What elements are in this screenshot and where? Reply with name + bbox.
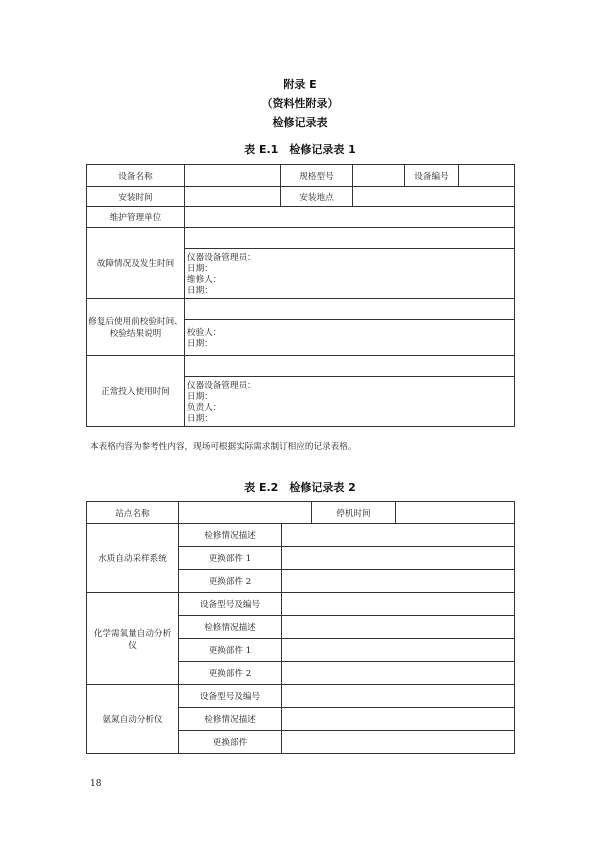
item-value-cell[interactable] — [282, 524, 515, 547]
calibration-label-line2: 校验结果说明 — [109, 329, 162, 339]
maint-unit-label: 维护管理单位 — [87, 207, 185, 228]
fault-sign-cell[interactable] — [185, 249, 515, 299]
item-value-cell[interactable] — [282, 639, 515, 662]
item-label: 更换部件 2 — [179, 570, 282, 593]
normal-use-line: 日期： — [187, 391, 213, 402]
item-value-cell[interactable] — [282, 616, 515, 639]
calibration-sign-cell[interactable] — [185, 320, 515, 356]
item-value-cell[interactable] — [282, 708, 515, 731]
item-value-cell[interactable] — [282, 547, 515, 570]
normal-use-line: 日期： — [187, 413, 213, 424]
fault-label: 故障情况及发生时间 — [87, 228, 185, 299]
calibration-label-line1: 修复后使用前校验时间、 — [88, 317, 183, 327]
install-site-label: 安装地点 — [281, 187, 353, 207]
normal-use-label: 正常投入使用时间 — [87, 356, 185, 427]
item-label: 更换部件 1 — [179, 547, 282, 570]
item-label: 设备型号及编号 — [179, 685, 282, 708]
normal-use-line: 仪器设备管理员： — [187, 380, 256, 391]
item-value-cell[interactable] — [282, 685, 515, 708]
device-no-label: 设备编号 — [405, 165, 459, 187]
item-value-cell[interactable] — [282, 570, 515, 593]
item-label: 检修情况描述 — [179, 524, 282, 547]
fault-line: 维修人： — [187, 274, 222, 285]
item-value-cell[interactable] — [282, 731, 515, 754]
table2-caption: 表 E.2 检修记录表 2 — [244, 481, 356, 494]
maintenance-record-table-1 — [86, 164, 515, 427]
group-cod-analyzer — [87, 593, 179, 685]
calibration-desc-cell[interactable] — [185, 299, 515, 320]
item-label: 检修情况描述 — [179, 708, 282, 731]
item-label: 更换部件 — [179, 731, 282, 754]
install-time-label: 安装时间 — [87, 187, 185, 207]
downtime-cell[interactable] — [396, 502, 515, 524]
appendix-name: 检修记录表 — [272, 116, 328, 129]
group-cod-analyzer-line2: 仪 — [128, 640, 137, 651]
calibration-label — [87, 299, 185, 356]
normal-use-desc-cell[interactable] — [185, 356, 515, 377]
calibration-line: 校验人： — [187, 327, 222, 338]
device-name-label: 设备名称 — [87, 165, 185, 187]
install-site-cell[interactable] — [353, 187, 515, 207]
fault-line: 日期： — [187, 285, 213, 296]
station-name-cell[interactable] — [179, 502, 312, 524]
install-time-cell[interactable] — [185, 187, 281, 207]
station-name-label: 站点名称 — [87, 502, 179, 524]
item-label: 更换部件 1 — [179, 639, 282, 662]
fault-desc-cell[interactable] — [185, 228, 515, 249]
maintenance-record-table-2 — [86, 501, 515, 754]
normal-use-sign-cell[interactable] — [185, 377, 515, 427]
table-note: 本表格内容为参考性内容，现场可根据实际需求制订相应的记录表格。 — [90, 442, 357, 452]
item-value-cell[interactable] — [282, 593, 515, 616]
appendix-title: 附录 E — [283, 78, 317, 91]
item-label: 检修情况描述 — [179, 616, 282, 639]
downtime-label: 停机时间 — [312, 502, 396, 524]
item-label: 设备型号及编号 — [179, 593, 282, 616]
item-value-cell[interactable] — [282, 662, 515, 685]
page-number: 18 — [90, 779, 102, 789]
group-ammonia-analyzer: 氨氮自动分析仪 — [87, 685, 179, 754]
table1-caption: 表 E.1 检修记录表 1 — [244, 143, 356, 156]
device-no-cell[interactable] — [459, 165, 515, 187]
device-name-cell[interactable] — [185, 165, 281, 187]
normal-use-line: 负责人： — [187, 402, 222, 413]
spec-model-cell[interactable] — [353, 165, 405, 187]
appendix-subtitle: （资料性附录） — [261, 97, 339, 110]
maint-unit-cell[interactable] — [185, 207, 515, 228]
spec-model-label: 规格型号 — [281, 165, 353, 187]
fault-line: 日期： — [187, 263, 213, 274]
group-cod-analyzer-line1: 化学需氧量自动分析 — [93, 628, 172, 639]
fault-line: 仪器设备管理员： — [187, 252, 256, 263]
group-water-sampler: 水质自动采样系统 — [87, 524, 179, 593]
calibration-line: 日期： — [187, 338, 213, 349]
item-label: 更换部件 2 — [179, 662, 282, 685]
